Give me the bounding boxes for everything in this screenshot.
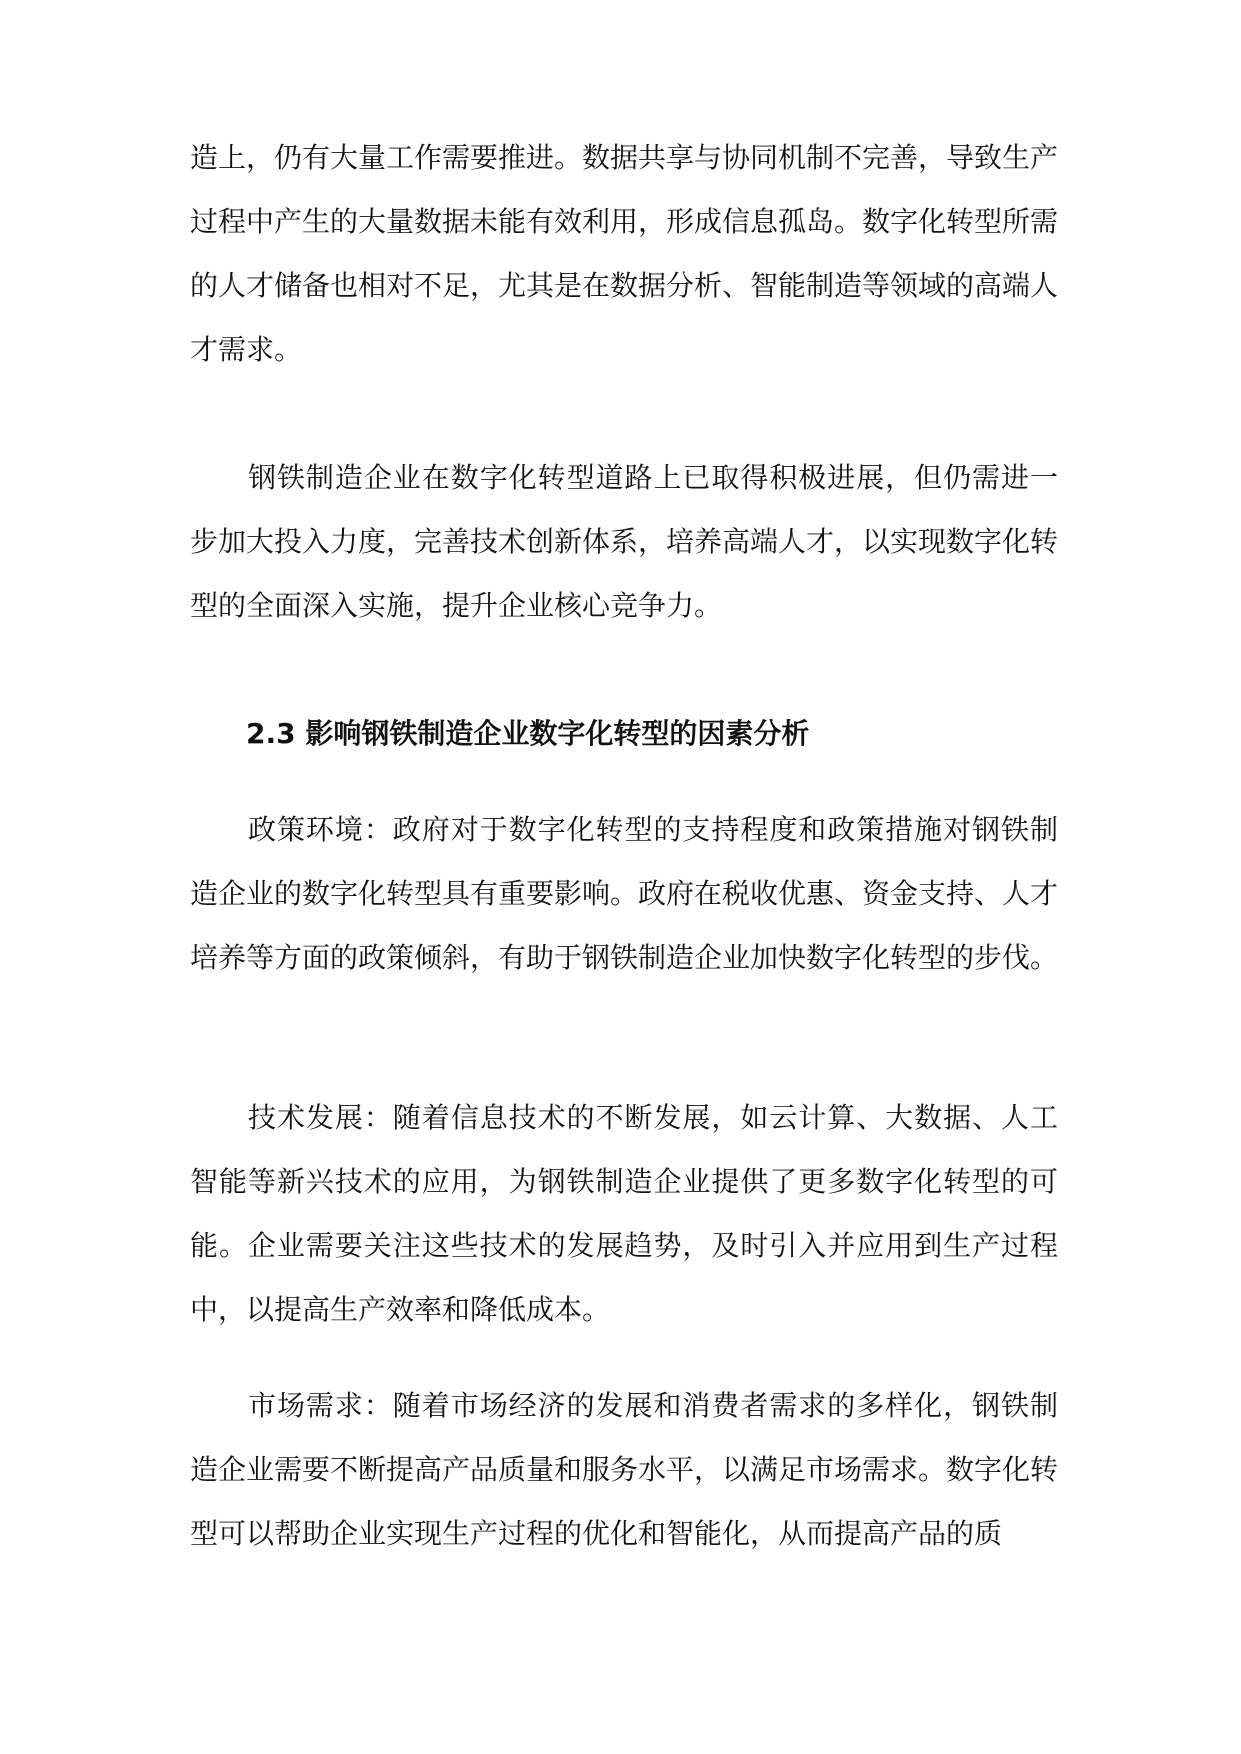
paragraph-policy-environment: 政策环境：政府对于数字化转型的支持程度和政策措施对钢铁制造企业的数字化转型具有重要影响。政府在税收优惠、资金支持、人才培养等方面的政策倾斜，有助于钢铁制造企业加快数字化转型的步伐。 — [190, 813, 1059, 974]
paragraph-technology-development: 技术发展：随着信息技术的不断发展，如云计算、大数据、人工智能等新兴技术的应用，为钢铁制造企业提供了更多数字化转型的可能。企业需要关注这些技术的发展趋势，及时引入并应用到生产过程中，以提高生产效率和降低成本。 — [190, 1101, 1058, 1326]
paragraph-market-demand: 市场需求：随着市场经济的发展和消费者需求的多样化，钢铁制造企业需要不断提高产品质量和服务水平，以满足市场需求。数字化转型可以帮助企业实现生产过程的优化和智能化，从而提高产品的质 — [190, 1389, 1059, 1550]
paragraph-summary: 钢铁制造企业在数字化转型道路上已取得积极进展，但仍需进一步加大投入力度，完善技术创新体系，培养高端人才，以实现数字化转型的全面深入实施，提升企业核心竞争力。 — [190, 461, 1059, 622]
section-heading: 2.3 影响钢铁制造企业数字化转型的因素分析 — [246, 717, 810, 750]
paragraph-continuation: 造上，仍有大量工作需要推进。数据共享与协同机制不完善，导致生产过程中产生的大量数据未能有效利用，形成信息孤岛。数字化转型所需的人才储备也相对不足，尤其是在数据分析、智能制造等领域的高端人才需求。 — [190, 141, 1059, 366]
